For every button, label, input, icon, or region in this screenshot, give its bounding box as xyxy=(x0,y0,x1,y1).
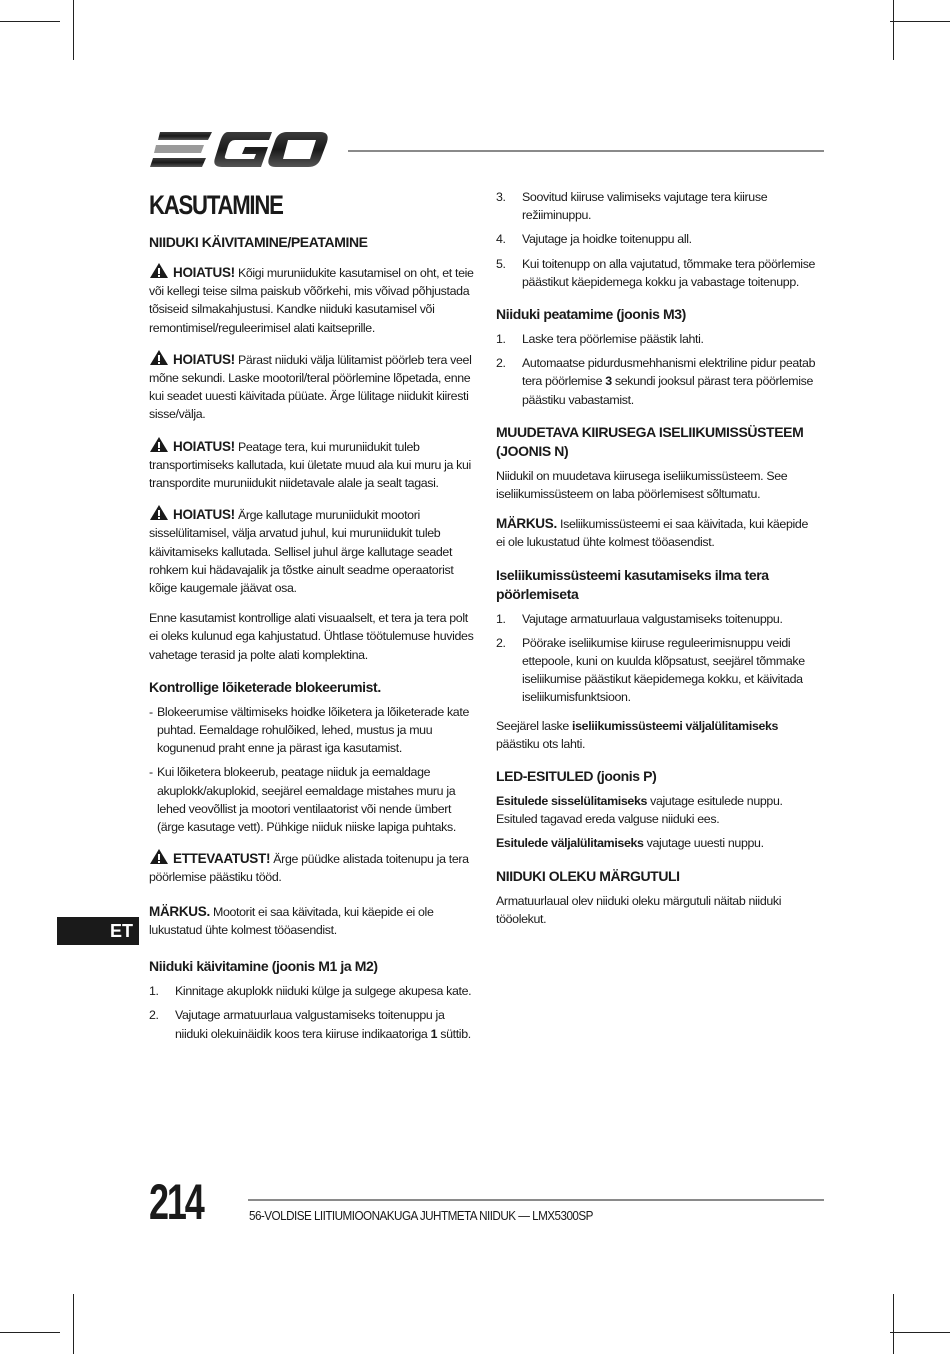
warning-triangle-icon xyxy=(149,349,169,366)
selfprop-note xyxy=(496,515,818,551)
inspect-paragraph: Enne kasutamist kontrollige alati visuaalselt, et tera ja tera polt ei oleks kulunud ega kahjustatud. Ühtlase töötulemuse huvides vahetage terasid ja polte alati komplektina. xyxy=(149,611,474,662)
note-text: Iseliikumissüsteemi ei saa käivitada, kui käepide ei ole lukustatud ühte kolmest tööasendist. xyxy=(496,517,808,550)
note-text: Mootorit ei saa käivitada, kui käepide ei ole lukustatud ühte kolmest tööasendist. xyxy=(149,904,434,937)
stop-steps xyxy=(496,330,818,409)
warning-triangle-icon xyxy=(149,436,169,453)
list-item: - Kui lõiketera blokeerub, peatage niiduk ja eemaldage akuplokk/akuplokid, seejärel eemaldage mistahes muru ja lehed veovõllist ja mootori ventilaatorist või nende ümbert (ärge kasutage vett). Pühkige niiduk niiske lapiga puhtaks. xyxy=(149,765,456,835)
stop-heading: Niiduki peatamime (joonis M3) xyxy=(496,306,686,323)
warning-triangle-icon xyxy=(149,262,169,279)
start-steps xyxy=(149,982,477,1043)
list-item: - Blokeerumise vältimiseks hoidke lõiketera ja lõiketerade kate puhtad. Eemaldage rohulõiked, lehed, mustus ja muu kogunenud praht enne ja pärast iga kasutamist. xyxy=(149,704,469,756)
blockage-heading: Kontrollige lõiketerade blokeerumist. xyxy=(149,678,381,695)
crop-mark xyxy=(893,0,894,60)
caution-text: Ärge püüdke alistada toitenupu ja tera pöörlemise päästiku tööd. xyxy=(149,852,469,885)
led-off-text: Esitulede väljalülitamiseks vajutage uuesti nuppu. xyxy=(496,836,764,851)
language-tab: ET xyxy=(57,917,139,945)
selfprop-steps xyxy=(496,610,818,707)
warning-triangle-icon xyxy=(149,848,169,865)
warning-text: Ärge kallutage muruniidukit mootori sisselülitamisel, välja arvatud juhul, kui muruniidukit tuleb käivitamiseks kallutada. Sellisel juhul ärge kallutage seadet rohkem kui hädavajalik ja tõstke ainult seadme operaatorist kõige kaugemale jäävat osa. xyxy=(149,508,454,596)
warning-label: HOIATUS! xyxy=(173,507,235,523)
crop-mark xyxy=(73,1294,74,1354)
crop-mark xyxy=(0,1332,60,1333)
warning-label: HOIATUS! xyxy=(173,265,235,280)
status-heading: NIIDUKI OLEKU MÄRGUTULI xyxy=(496,867,680,884)
selfprop-text: Niidukil on muudetava kiirusega iseliikumissüsteem. See iseliikumissüsteem on laba pöörlemisest sõltumatu. xyxy=(496,468,788,502)
list-item: 2. Pöörake iseliikumise kiiruse reguleerimisnuppu veidi ettepoole, kuni on kuulda klõpsatust, seejärel tõmmake iseliikumise päästikut käepidemega kokku, et käivitada iseliikumisfunktsioon. xyxy=(496,635,805,705)
footer-text: 56-VOLDISE LIITIUMIOONAKUGA JUHTMETA NIIDUK — LMX5300SP xyxy=(249,1208,593,1223)
warning-text: Kõigi muruniidukite kasutamisel on oht, et teie või kellegi teise silma paiskub võõrkehi, mis võivad põhjustada tõsiseid silmakahjustusi. Kandke niiduki kasutamisel või remontimisel/reguleerimisel alati kaitseprille. xyxy=(149,266,474,335)
list-item: 1. Kinnitage akuplokk niiduki külge ja sulgege akupesa kate. xyxy=(149,984,472,999)
led-heading: LED-ESITULED (joonis P) xyxy=(496,768,657,785)
caution-label: ETTEVAATUST! xyxy=(173,851,271,867)
status-text: Armatuurlaual olev niiduki oleku märgutuli näitab niiduki tööolekut. xyxy=(496,893,782,926)
start-heading: Niiduki käivitamine (joonis M1 ja M2) xyxy=(149,958,378,975)
note xyxy=(149,903,477,939)
list-item: 1. Laske tera pöörlemise päästik lahti. xyxy=(496,332,704,347)
list-item: 2. Automaatse pidurdusmehhanismi elektriline pidur peatab tera pöörlemise 3 sekundi jooksul pärast tera pöörlemise päästiku vabastamist. xyxy=(496,356,816,407)
list-item: 4. Vajutage ja hoidke toitenuppu all. xyxy=(496,232,692,247)
start-steps-continued xyxy=(496,188,818,291)
selfprop-heading: MUUDETAVA KIIRUSEGA ISELIIKUMISSÜSTEEM (JOONIS N) xyxy=(496,423,804,459)
warning-label: HOIATUS! xyxy=(173,438,235,454)
left-column xyxy=(149,190,477,1053)
warning-triangle-icon xyxy=(149,504,169,521)
crop-mark xyxy=(893,1294,894,1354)
led-on-text: Esitulede sisselülitamiseks vajutage esitulede nuppu. Esituled tagavad ereda valguse niiduki ees. xyxy=(496,794,783,827)
section-title: KASUTAMINE xyxy=(149,190,283,220)
list-item: 2. Vajutage armatuurlaua valgustamiseks toitenuppu ja niiduki olekuinäidik koos tera kiiruse indikaatoriga 1 süttib. xyxy=(149,1008,471,1041)
selfprop-use-heading: Iseliikumissüsteemi kasutamiseks ilma tera pöörlemiseta xyxy=(496,566,769,602)
selfprop-release: Seejärel laske iseliikumissüsteemi väljalülitamiseks päästiku ots lahti. xyxy=(496,718,779,751)
header-rule xyxy=(348,150,824,152)
list-item: 3. Soovitud kiiruse valimiseks vajutage tera kiiruse režiiminuppu. xyxy=(496,190,768,223)
caution xyxy=(149,848,477,886)
warning-2 xyxy=(149,349,477,424)
crop-mark xyxy=(73,0,74,60)
right-column xyxy=(496,188,818,940)
crop-mark xyxy=(890,1332,950,1333)
page-number: 214 xyxy=(149,1174,203,1230)
list-item: 5. Kui toitenupp on alla vajutatud, tõmmake tera pöörlemise päästikut käepidemega kokku ja vabastage toitenupp. xyxy=(496,256,816,289)
start-stop-heading: NIIDUKI KÄIVITAMINE/PEATAMINE xyxy=(149,234,368,250)
blockage-list xyxy=(149,703,477,836)
footer-rule xyxy=(248,1199,824,1201)
warning-text: Peatage tera, kui muruniidukit tuleb transportimiseks kallutada, kui ületate muud ala kui muru ja kui transpordite muruniidukit niidetavale alale ja sealt tagasi. xyxy=(149,439,471,491)
note-label: MÄRKUS. xyxy=(149,903,210,919)
warning-3 xyxy=(149,436,477,493)
warning-text: Pärast niiduki välja lülitamist pöörleb tera veel mõne sekundi. Laske mootoril/teral pöörlemine lõpetada, enne kui seadet uuesti käivitada püüate. Ärge lülitage niidukit kiiresti sisse/välja. xyxy=(149,352,472,422)
note-label: MÄRKUS. xyxy=(496,516,557,532)
list-item: 1. Vajutage armatuurlaua valgustamiseks toitenuppu. xyxy=(496,611,783,626)
warning-1 xyxy=(149,262,477,337)
warning-label: HOIATUS! xyxy=(173,351,235,367)
ego-logo xyxy=(150,130,330,170)
crop-mark xyxy=(0,21,60,22)
crop-mark xyxy=(890,21,950,22)
warning-4 xyxy=(149,504,477,597)
